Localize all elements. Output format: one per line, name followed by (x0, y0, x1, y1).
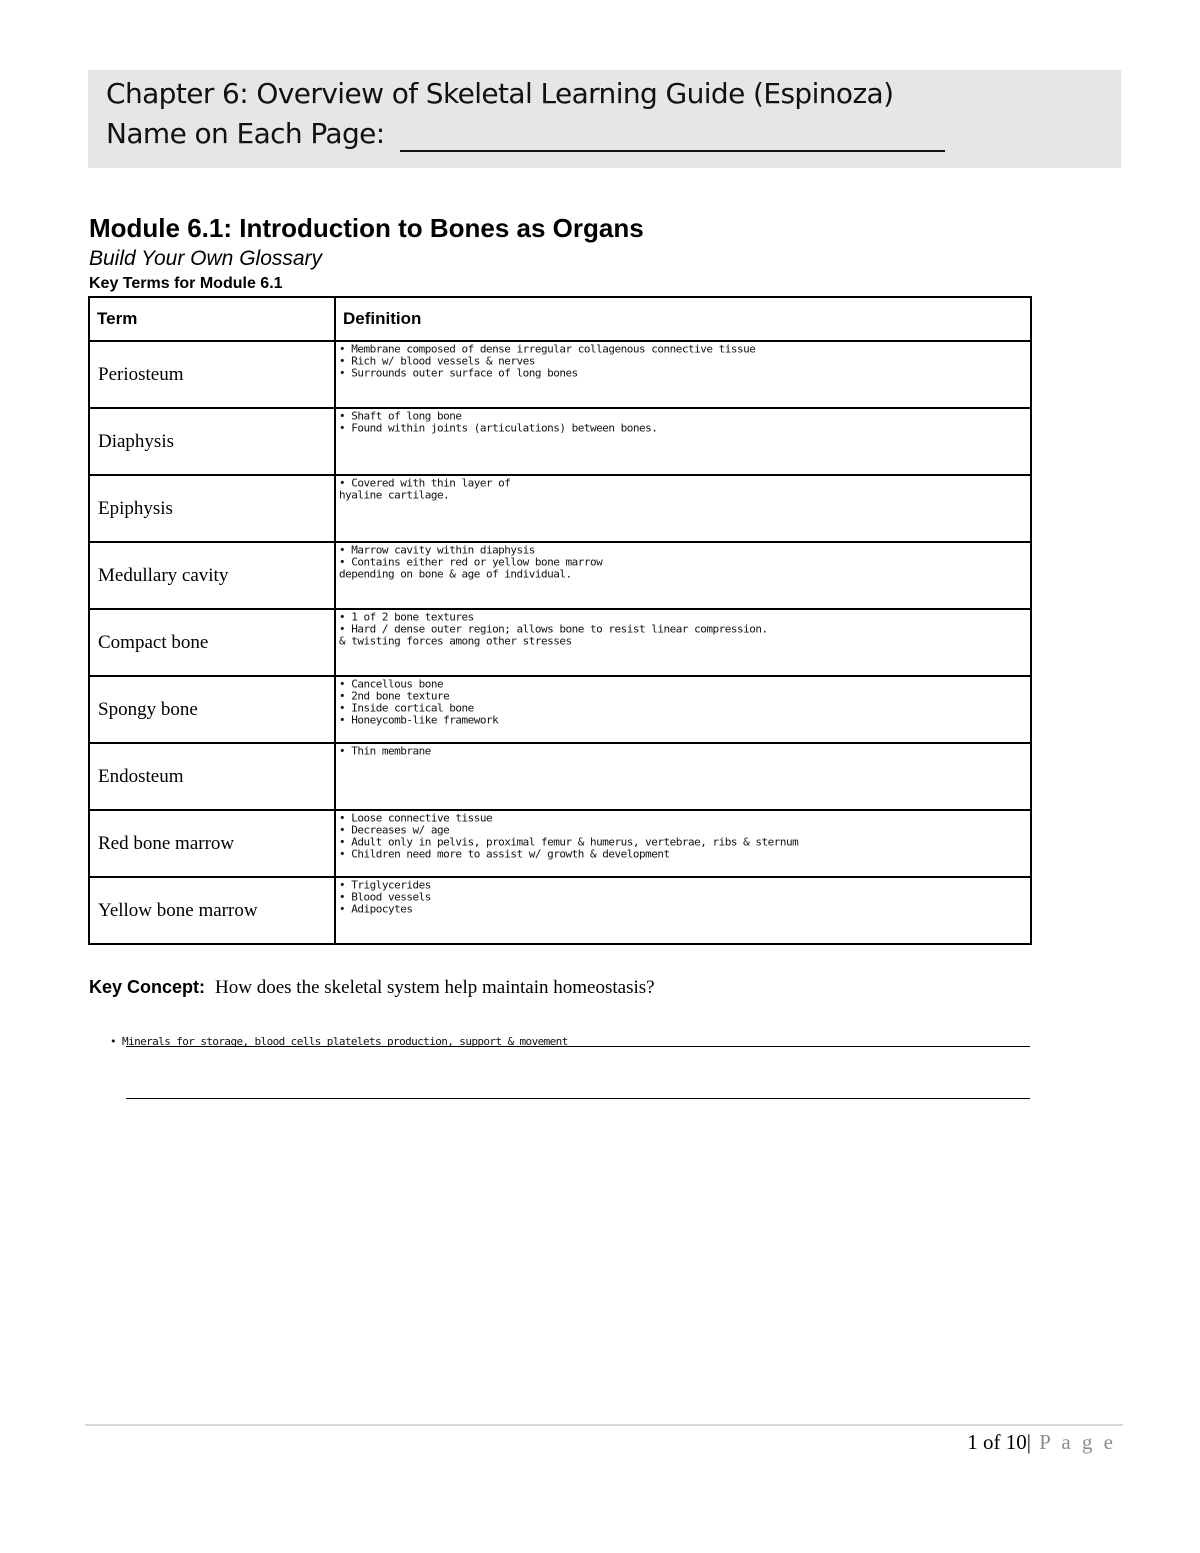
definition-cell[interactable] (335, 676, 1031, 743)
handwritten-definition-line: • Hard / dense outer region; allows bone to resist linear compression. (339, 623, 768, 636)
handwritten-definition-line: • Found within joints (articulations) between bones. (339, 422, 658, 435)
name-blank-line[interactable] (400, 150, 945, 152)
handwritten-definition-line: • Membrane composed of dense irregular collagenous connective tissue (339, 343, 756, 356)
handwritten-definition-line: depending on bone & age of individual. (339, 568, 572, 581)
answer-line-1[interactable] (126, 1046, 1030, 1047)
table-row (89, 743, 1031, 810)
definition-cell[interactable] (335, 877, 1031, 944)
handwritten-definition-line: • Children need more to assist w/ growth & development (339, 848, 670, 861)
handwritten-definition-line: • Contains either red or yellow bone marrow (339, 556, 603, 569)
term-column-header: Term (89, 297, 335, 341)
handwritten-definition-line: • Inside cortical bone (339, 702, 474, 715)
definition-cell[interactable] (335, 743, 1031, 810)
key-concept-label: Key Concept: (89, 977, 206, 997)
definition-cell[interactable] (335, 609, 1031, 676)
module-subtitle: Build Your Own Glossary (89, 247, 323, 270)
handwritten-definition-line: • Honeycomb-like framework (339, 714, 499, 727)
answer-line-2[interactable] (126, 1098, 1030, 1099)
key-concept-answer: • Minerals for storage, blood cells platelets production, support & movement (110, 1035, 568, 1048)
term-cell: Medullary cavity (89, 542, 335, 609)
table-row (89, 408, 1031, 475)
page-number: 1 of 10| (967, 1430, 1031, 1454)
handwritten-definition-line: • Marrow cavity within diaphysis (339, 544, 535, 557)
glossary-header-row (89, 297, 1031, 341)
page-word: P a g e (1030, 1430, 1116, 1454)
handwritten-definition-line: • Cancellous bone (339, 678, 444, 691)
table-row (89, 810, 1031, 877)
definition-column-header: Definition (335, 297, 1031, 341)
handwritten-definition-line: • 2nd bone texture (339, 690, 450, 703)
term-cell: Red bone marrow (89, 810, 335, 877)
term-cell: Spongy bone (89, 676, 335, 743)
name-label: Name on Each Page: (106, 117, 385, 150)
table-row (89, 542, 1031, 609)
handwritten-definition-line: • Adipocytes (339, 903, 413, 916)
handwritten-definition-line: • Covered with thin layer of (339, 477, 511, 490)
handwritten-definition-line: • Rich w/ blood vessels & nerves (339, 355, 535, 368)
definition-cell[interactable] (335, 341, 1031, 408)
term-cell: Yellow bone marrow (89, 877, 335, 944)
page-footer (967, 1430, 1116, 1455)
definition-cell[interactable] (335, 475, 1031, 542)
definition-cell[interactable] (335, 408, 1031, 475)
term-cell: Compact bone (89, 609, 335, 676)
term-cell: Periosteum (89, 341, 335, 408)
table-row (89, 609, 1031, 676)
handwritten-definition-line: • Shaft of long bone (339, 410, 462, 423)
key-concept (89, 977, 655, 999)
handwritten-definition-line: • Triglycerides (339, 879, 431, 892)
handwritten-definition-line: • Surrounds outer surface of long bones (339, 367, 578, 380)
handwritten-definition-line: & twisting forces among other stresses (339, 635, 572, 648)
handwritten-definition-line: • Adult only in pelvis, proximal femur & humerus, vertebrae, ribs & sternum (339, 836, 799, 849)
term-cell: Epiphysis (89, 475, 335, 542)
handwritten-definition-line: hyaline cartilage. (339, 489, 450, 502)
table-row (89, 475, 1031, 542)
table-row (89, 877, 1031, 944)
term-cell: Endosteum (89, 743, 335, 810)
handwritten-definition-line: • Thin membrane (339, 745, 431, 758)
handwritten-definition-line: • Decreases w/ age (339, 824, 450, 837)
term-cell: Diaphysis (89, 408, 335, 475)
key-terms-label: Key Terms for Module 6.1 (89, 275, 283, 292)
glossary-table (88, 296, 1032, 945)
definition-cell[interactable] (335, 542, 1031, 609)
table-row (89, 676, 1031, 743)
handwritten-definition-line: • 1 of 2 bone textures (339, 611, 474, 624)
definition-cell[interactable] (335, 810, 1031, 877)
key-concept-question: How does the skeletal system help maintain homeostasis? (215, 977, 655, 998)
module-title: Module 6.1: Introduction to Bones as Organs (89, 213, 644, 243)
handwritten-definition-line: • Loose connective tissue (339, 812, 493, 825)
footer-divider (85, 1424, 1123, 1426)
document-title: Chapter 6: Overview of Skeletal Learning Guide (Espinoza) (106, 77, 894, 110)
handwritten-definition-line: • Blood vessels (339, 891, 431, 904)
table-row (89, 341, 1031, 408)
